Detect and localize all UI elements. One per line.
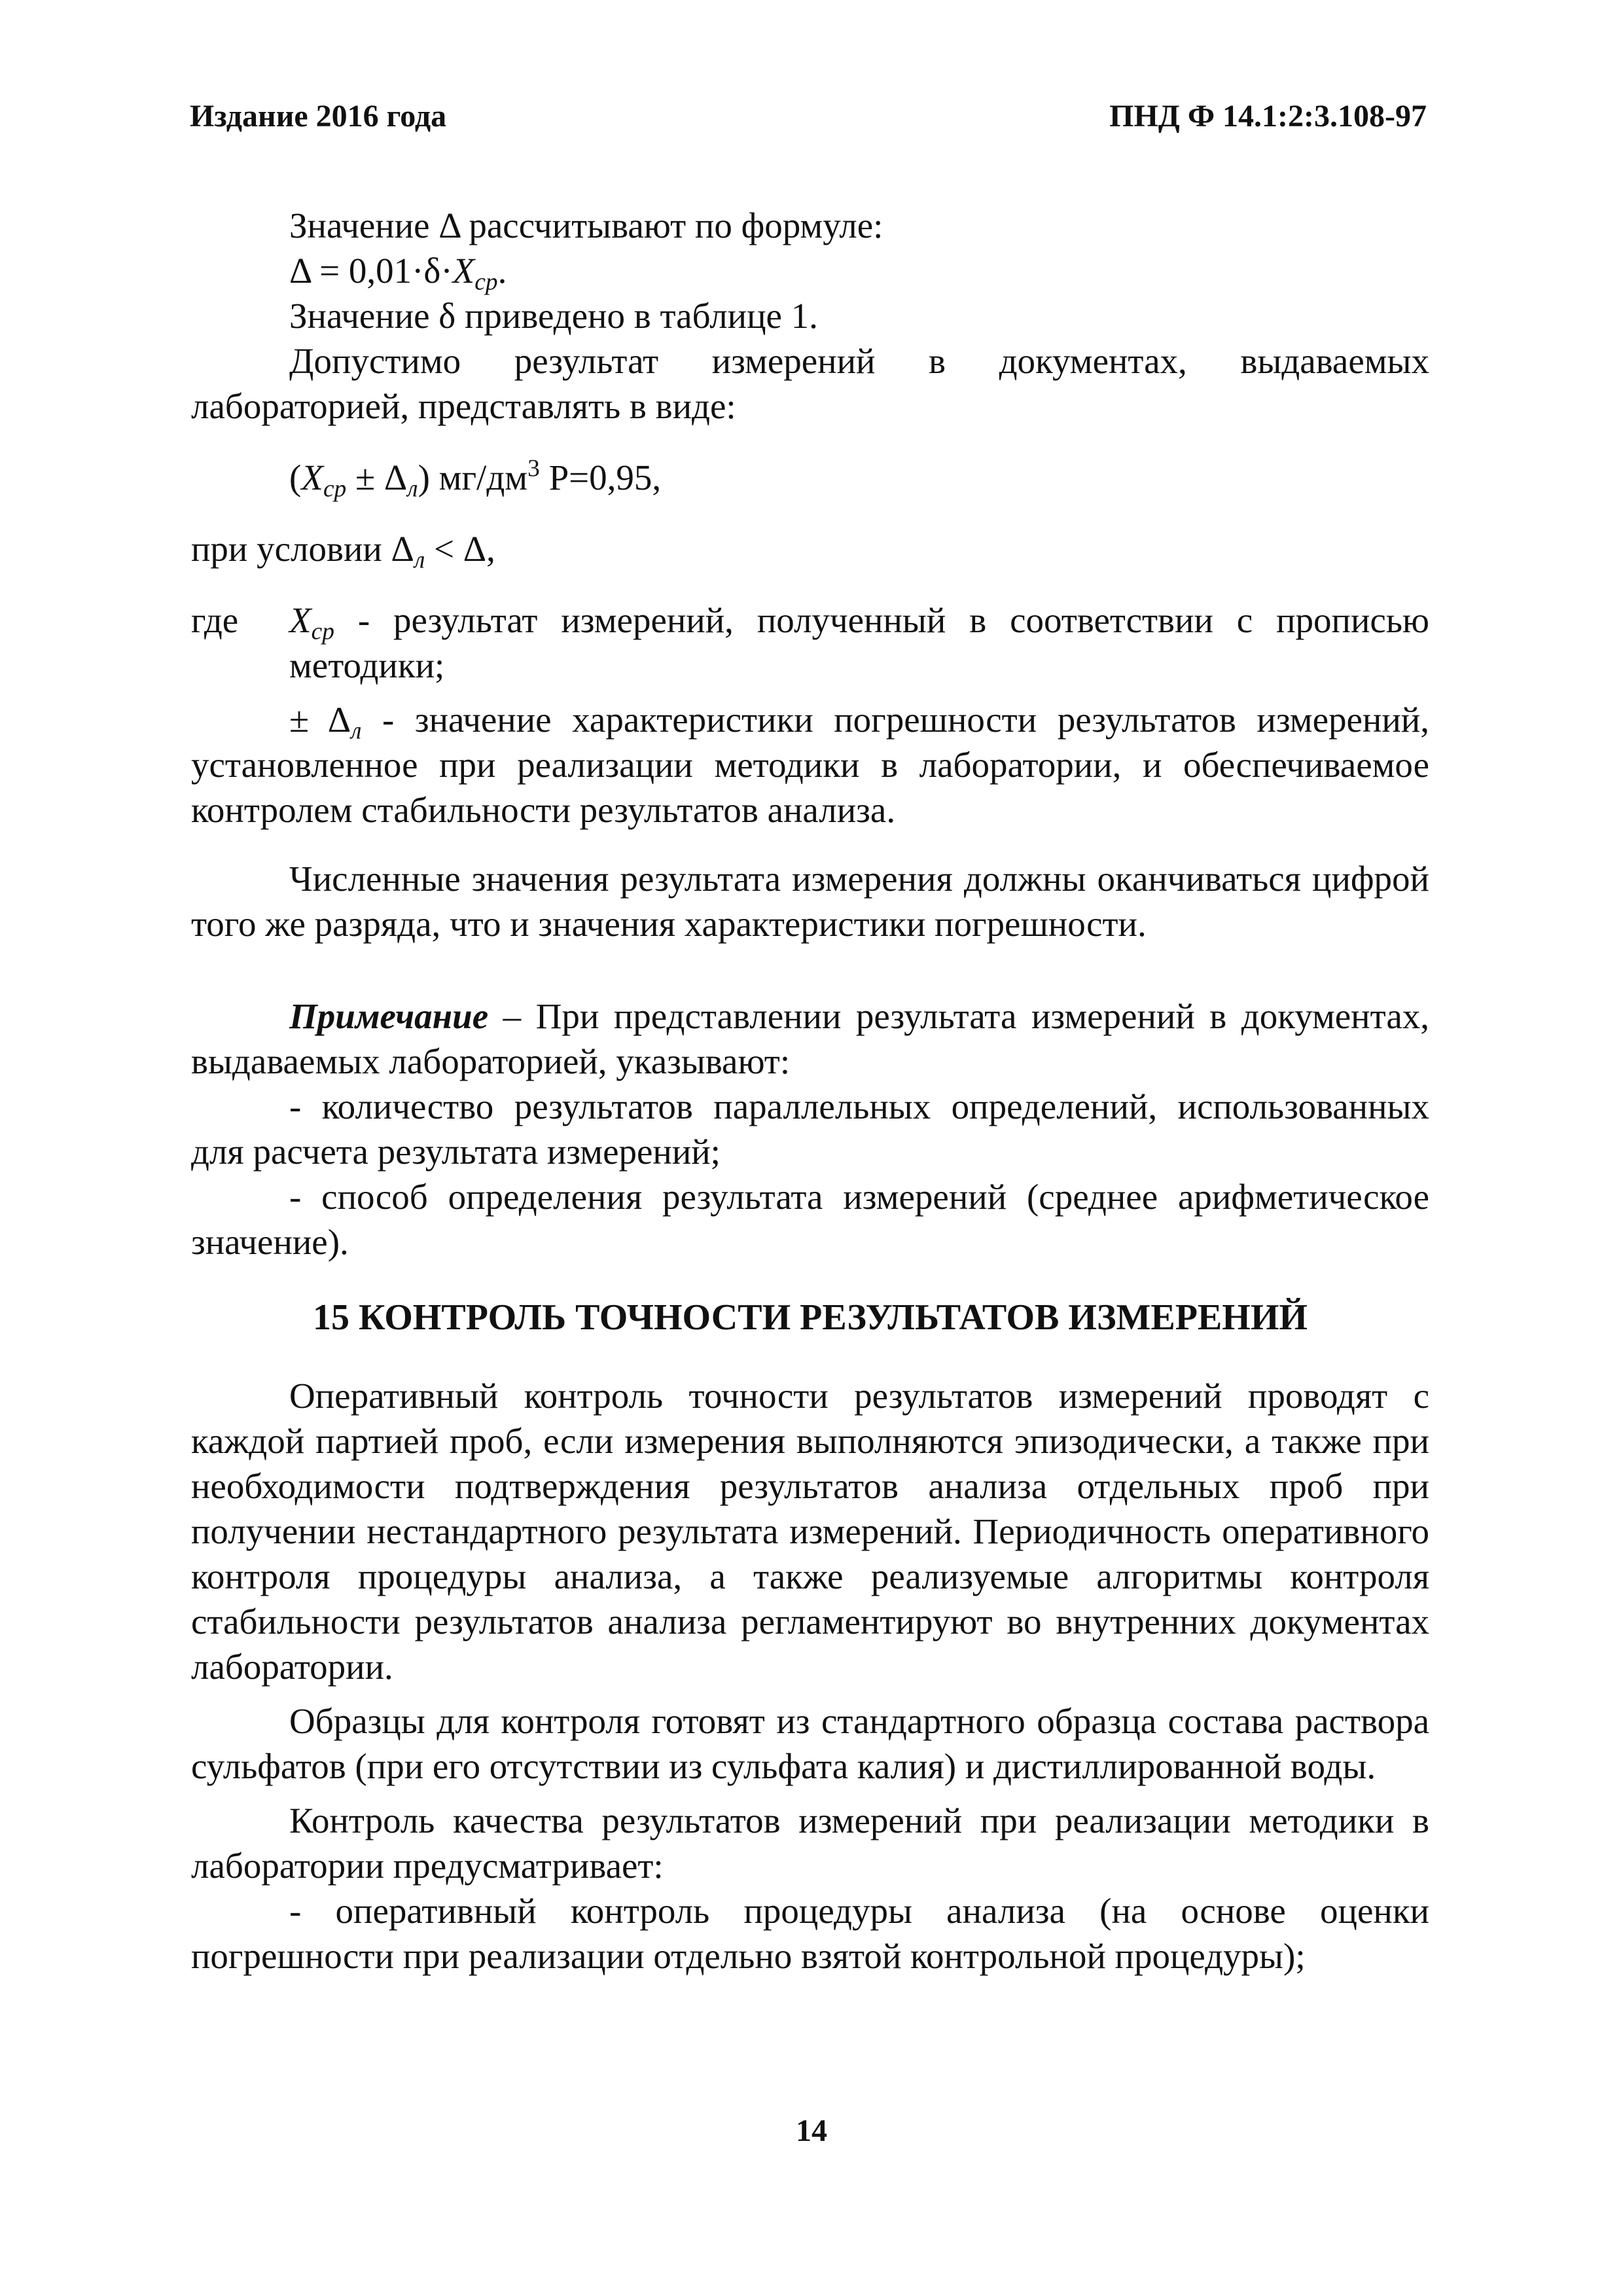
formula-delta-lhs: Δ = 0,01·δ·	[289, 251, 453, 291]
document-body	[191, 203, 1429, 1979]
quality-control-paragraph: Контроль качества результатов измерений при реализации методики в лаборатории предусматривает:	[191, 1801, 1429, 1886]
formula-intro: Значение Δ рассчитывают по формуле:	[289, 206, 883, 245]
formula-delta-var: X	[452, 251, 475, 291]
where-text	[289, 598, 1429, 688]
section-title: 15 КОНТРОЛЬ ТОЧНОСТИ РЕЗУЛЬТАТОВ ИЗМЕРЕНИЙ	[313, 1297, 1308, 1338]
result-format-paragraph: Допустимо результат измерений в документах, выдаваемых лабораторией, представлять в виде:	[191, 341, 1429, 426]
result-formula-sub2: л	[407, 475, 418, 503]
result-formula-tail: P=0,95,	[539, 457, 662, 497]
note-text: – При представлении результата измерений в документах, выдаваемых лабораторией, указывают:	[191, 996, 1429, 1081]
page-number: 14	[796, 2113, 827, 2148]
delta-def-text: - значение характеристики погрешности результатов измерений, установленное при реализации методики в лаборатории, и обеспечиваемое контролем стабильности результатов анализа.	[191, 700, 1429, 830]
samples-paragraph: Образцы для контроля готовят из стандартного образца состава раствора сульфатов (при его отсутствии из сульфата калия) и дистиллированной воды.	[191, 1701, 1429, 1786]
where-definition	[191, 598, 1429, 688]
result-formula-open: (	[289, 457, 302, 497]
formula-delta-sub: ср	[474, 268, 498, 296]
rounding-paragraph: Численные значения результата измерения должны оканчиваться цифрой того же разряда, что и значения характеристики погрешности.	[191, 859, 1429, 944]
where-label: где	[191, 600, 239, 640]
note-item-1: - количество результатов параллельных определений, использованных для расчета результата измерений;	[191, 1086, 1429, 1172]
result-formula-var: X	[301, 457, 323, 497]
condition-text: при условии Δ	[191, 529, 414, 569]
where-sub: ср	[311, 618, 334, 645]
delta-table-ref: Значение δ приведено в таблице 1.	[289, 296, 818, 336]
result-formula-sup: 3	[527, 455, 540, 482]
delta-def-sub: л	[351, 717, 362, 745]
operational-control-item: - оперативный контроль процедуры анализа (на основе оценки погрешности при реализации отдельно взятой контрольной процедуры);	[191, 1891, 1429, 1976]
condition-line	[191, 526, 1429, 574]
formula-delta-end: .	[497, 251, 507, 291]
result-formula	[191, 455, 1429, 503]
note-item-2: - способ определения результата измерений (среднее арифметическое значение).	[191, 1177, 1429, 1262]
note-paragraph	[191, 994, 1429, 1084]
formula-delta	[191, 248, 1429, 296]
delta-definition	[191, 697, 1429, 833]
condition-tail: < Δ,	[425, 529, 495, 569]
result-formula-close: ) мг/дм	[418, 457, 528, 497]
edition-header: Издание 2016 года	[190, 99, 447, 134]
where-var: X	[289, 600, 312, 640]
delta-def-prefix: ± Δ	[289, 700, 351, 740]
result-formula-pm: ± Δ	[346, 457, 408, 497]
condition-sub: л	[414, 547, 425, 574]
result-formula-sub: ср	[323, 475, 347, 503]
document-code-header: ПНД Ф 14.1:2:3.108-97	[1109, 99, 1427, 134]
control-paragraph: Оперативный контроль точности результатов измерений проводят с каждой партией проб, если измерения выполняются эпизодически, а также при необходимости подтверждения результатов анализа отдельных проб при получении нестандартного результата измерений. Периодичность оперативного контроля процедуры анализа, а также реализуемые алгоритмы контроля стабильности результатов анализа регламентируют во внутренних документах лаборатории.	[191, 1376, 1429, 1687]
note-label: Примечание	[289, 996, 489, 1036]
where-desc: - результат измерений, полученный в соответствии с прописью методики;	[289, 600, 1429, 685]
